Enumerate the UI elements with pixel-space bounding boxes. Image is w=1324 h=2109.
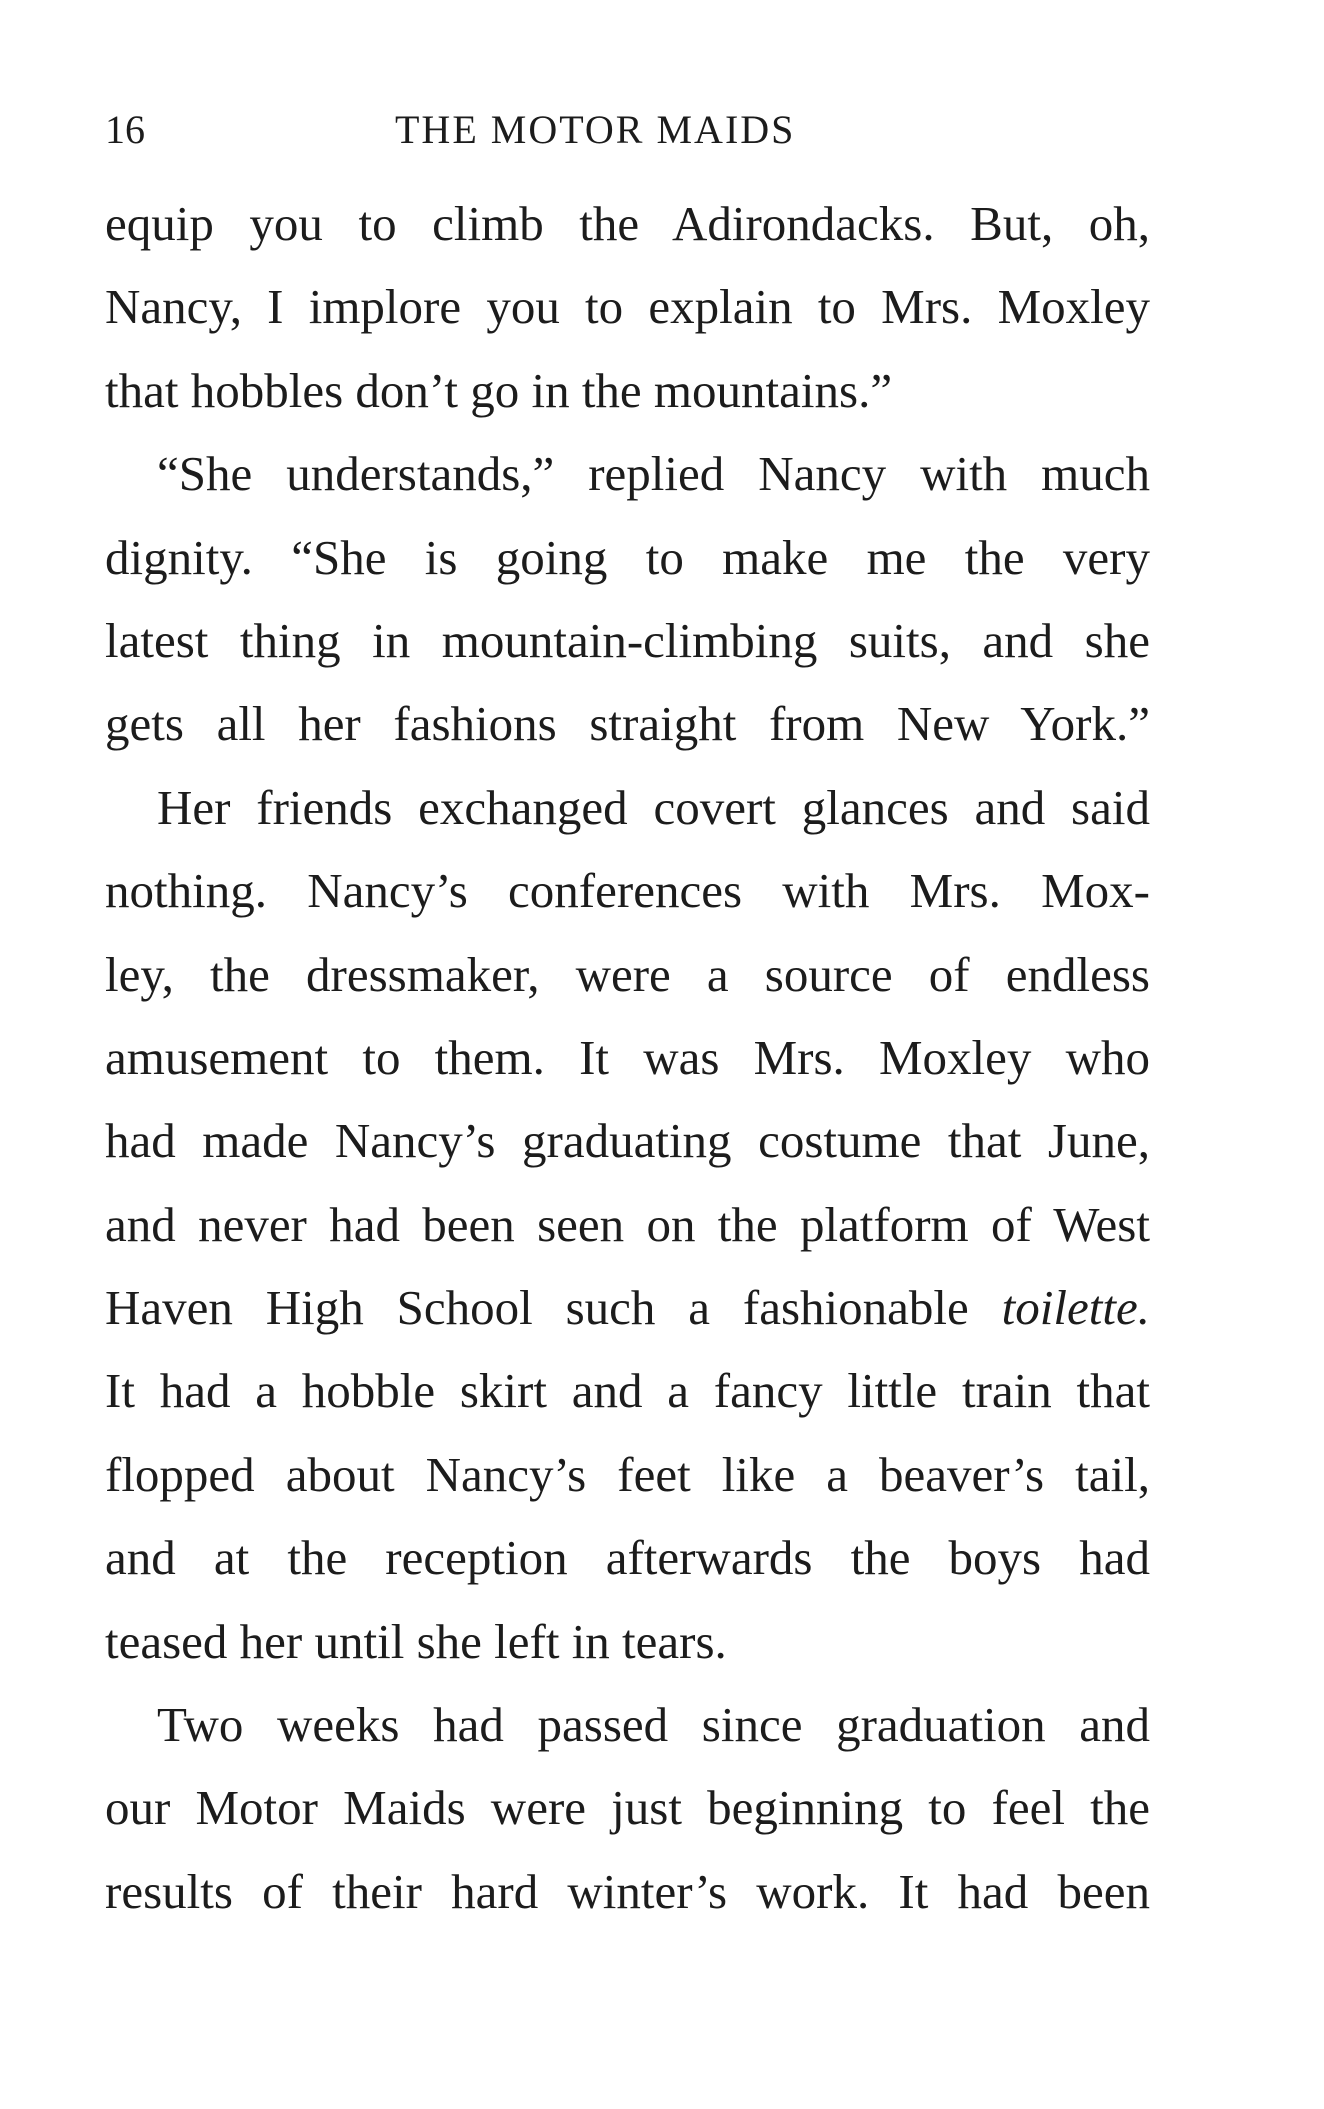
text-line: ley, the dressmaker, were a source of endless	[105, 946, 1150, 1002]
text-segment: Haven High School such a fashionable	[105, 1280, 969, 1336]
text-line: “She understands,” replied Nancy with much	[157, 446, 1150, 502]
text-line: that hobbles don’t go in the mountains.”	[105, 362, 893, 418]
text-line: It had a hobble skirt and a fancy little train that	[105, 1363, 1150, 1419]
text-line: amusement to them. It was Mrs. Moxley who	[105, 1029, 1150, 1085]
page-number: 16	[105, 107, 145, 152]
text-line: gets all her fashions straight from New York.”	[105, 696, 1150, 752]
text-line: our Motor Maids were just beginning to feel the	[105, 1780, 1150, 1836]
text-line: dignity. “She is going to make me the very	[105, 529, 1150, 585]
text-line: results of their hard winter’s work. It had been	[105, 1863, 1150, 1919]
text-line: and at the reception afterwards the boys had	[105, 1530, 1150, 1586]
text-line: equip you to climb the Adirondacks. But, oh,	[105, 196, 1150, 251]
text-line: had made Nancy’s graduating costume that June,	[105, 1113, 1150, 1169]
italic-word: toilette.	[1001, 1280, 1150, 1336]
text-line: Her friends exchanged covert glances and said	[157, 779, 1150, 835]
running-head	[105, 100, 1150, 160]
text-line: latest thing in mountain-climbing suits, and she	[105, 612, 1150, 668]
text-line: Two weeks had passed since graduation and	[157, 1697, 1150, 1753]
text-line: teased her until she left in tears.	[105, 1613, 727, 1669]
text-line: and never had been seen on the platform of West	[105, 1196, 1150, 1252]
text-line: flopped about Nancy’s feet like a beaver’s tail,	[105, 1446, 1150, 1502]
running-title: THE MOTOR MAIDS	[395, 107, 796, 152]
text-line: nothing. Nancy’s conferences with Mrs. Mox-	[105, 863, 1150, 919]
text-line-with-italic	[105, 1266, 1150, 1349]
text-line: Nancy, I implore you to explain to Mrs. Moxley	[105, 279, 1150, 335]
body-text	[105, 182, 1150, 1933]
